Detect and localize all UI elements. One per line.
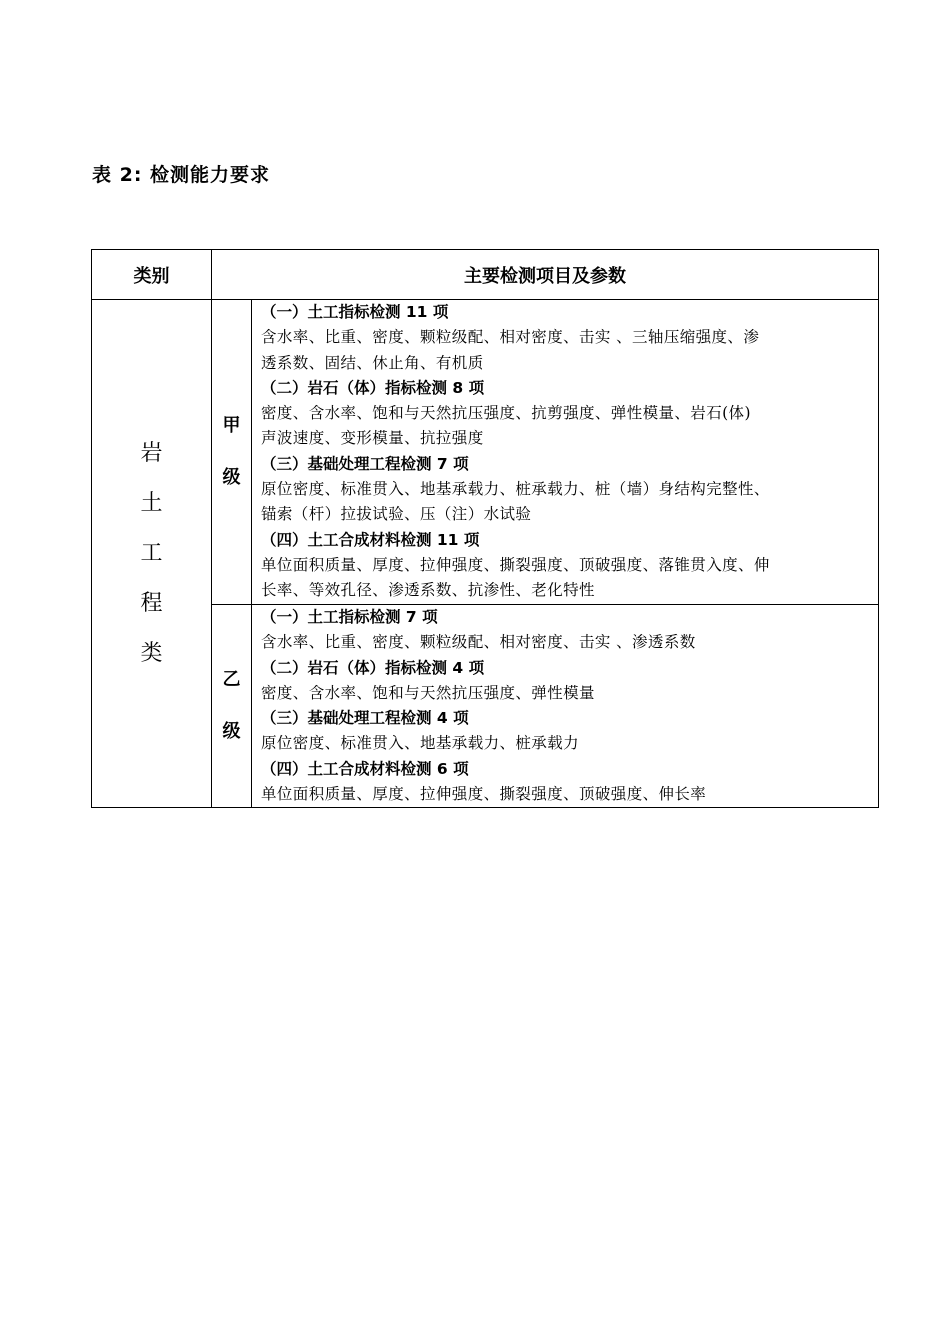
items-cell-b (252, 605, 879, 808)
section-line: 声波速度、变形模量、抗拉强度 (261, 429, 484, 448)
section-heading: （一）土工指标检测 7 项 (261, 608, 438, 626)
section-heading: （一）土工指标检测 11 项 (261, 303, 449, 321)
page-title: 表 2: 检测能力要求 (92, 164, 271, 186)
grade-cell-a (212, 300, 252, 605)
section-heading: （四）土工合成材料检测 6 项 (261, 759, 469, 778)
section-heading: （四）土工合成材料检测 11 项 (261, 530, 480, 549)
table-header-row (92, 250, 879, 300)
section-line: 透系数、固结、休止角、有机质 (261, 353, 484, 372)
category-char: 土 (140, 490, 163, 516)
capability-table (91, 249, 879, 808)
header-items: 主要检测项目及参数 (212, 250, 879, 300)
grade-char: 乙 (222, 669, 241, 691)
section-line: 单位面积质量、厚度、拉伸强度、撕裂强度、顶破强度、伸长率 (261, 785, 707, 804)
section-line: 锚索（杆）拉拔试验、压（注）水试验 (261, 505, 532, 524)
grade-char: 甲 (222, 415, 241, 436)
category-cell (92, 300, 212, 808)
grade-cell-b (212, 605, 252, 808)
section-heading: （二）岩石（体）指标检测 4 项 (261, 658, 485, 677)
section-heading: （二）岩石（体）指标检测 8 项 (261, 378, 485, 397)
section-line: 原位密度、标准贯入、地基承载力、桩承载力 (261, 734, 580, 753)
grade-char: 级 (222, 467, 241, 488)
category-char: 工 (140, 540, 163, 566)
items-cell-a (252, 300, 879, 605)
section-line: 密度、含水率、饱和与天然抗压强度、弹性模量 (261, 683, 595, 702)
grade-char: 级 (222, 721, 241, 743)
section-heading: （三）基础处理工程检测 7 项 (261, 454, 469, 473)
section-line: 长率、等效孔径、渗透系数、抗渗性、老化特性 (261, 581, 595, 600)
category-char: 程 (140, 590, 163, 616)
header-category: 类别 (92, 250, 212, 300)
grade-row-a (92, 300, 879, 605)
section-line: 单位面积质量、厚度、拉伸强度、撕裂强度、顶破强度、落锥贯入度、伸 (261, 555, 770, 574)
category-char: 岩 (140, 440, 163, 466)
section-line: 含水率、比重、密度、颗粒级配、相对密度、击实 、渗透系数 (261, 633, 696, 652)
category-char: 类 (140, 640, 163, 666)
section-heading: （三）基础处理工程检测 4 项 (261, 709, 469, 728)
section-line: 含水率、比重、密度、颗粒级配、相对密度、击实 、三轴压缩强度、渗 (261, 328, 760, 347)
section-line: 原位密度、标准贯入、地基承载力、桩承载力、桩（墙）身结构完整性、 (261, 480, 770, 499)
section-line: 密度、含水率、饱和与天然抗压强度、抗剪强度、弹性模量、岩石(体) (261, 404, 751, 423)
